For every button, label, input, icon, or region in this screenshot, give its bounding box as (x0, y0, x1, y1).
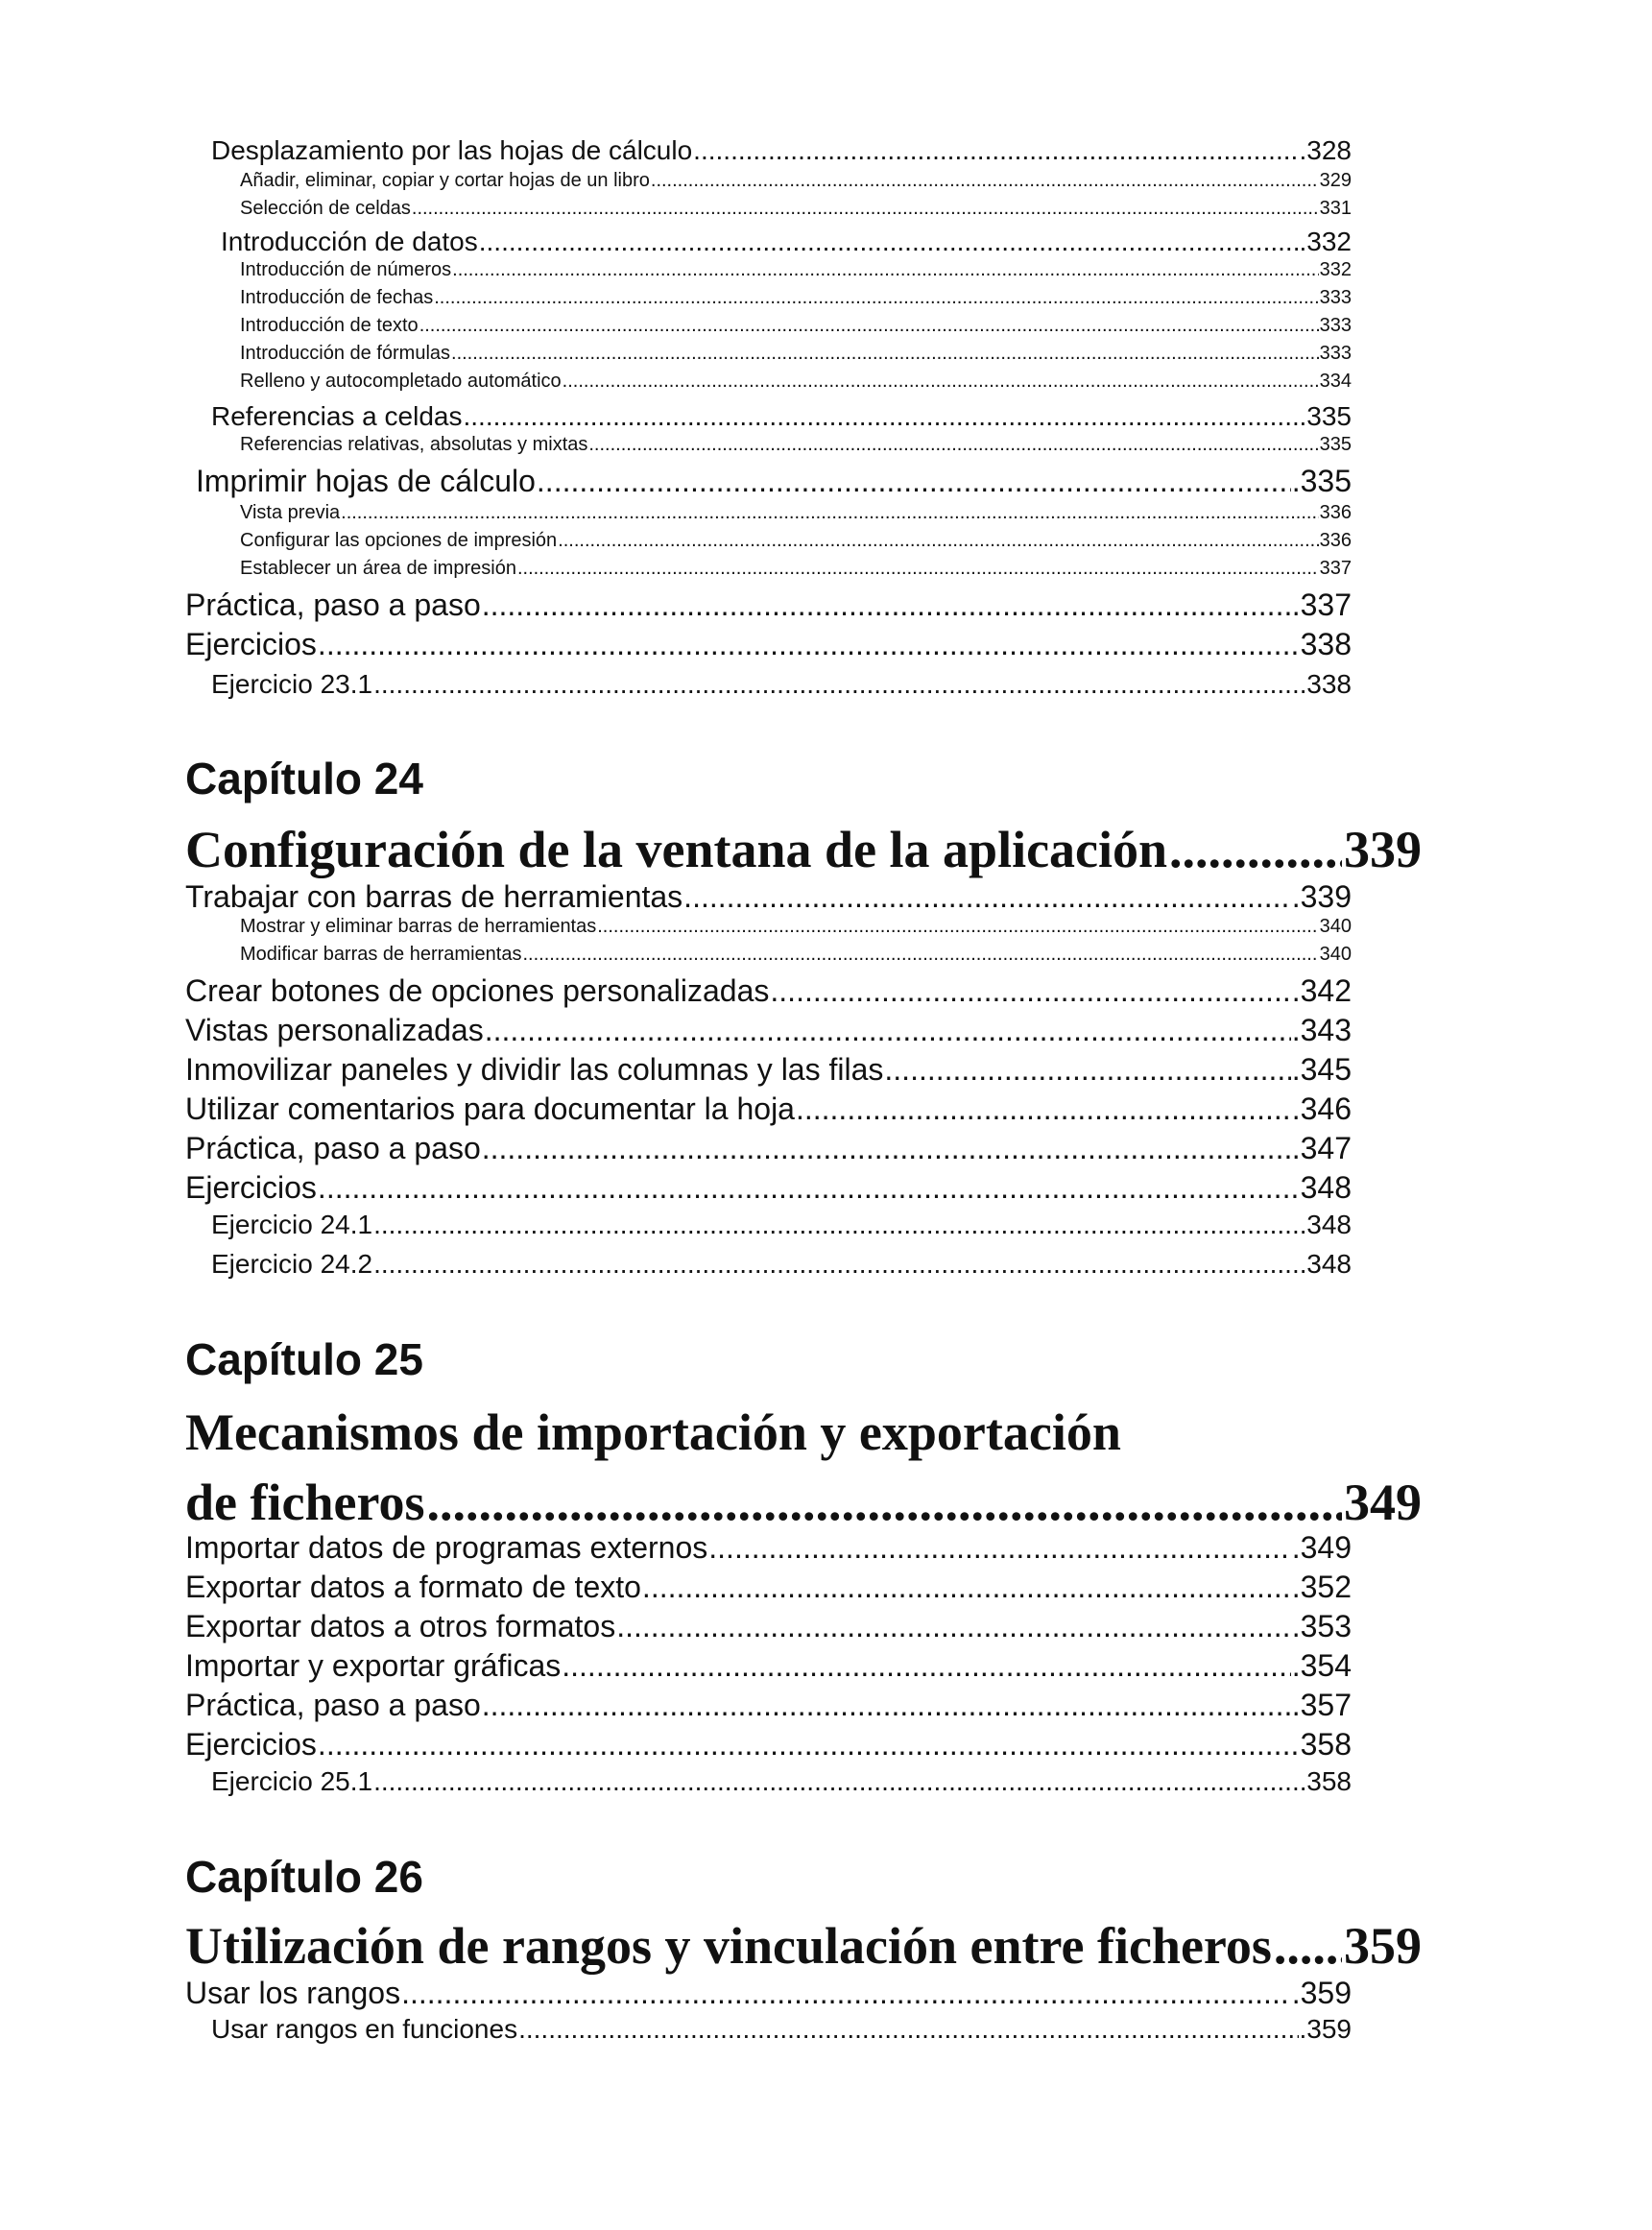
chapter-label: Capítulo 26 (185, 1852, 423, 1902)
toc-entry (185, 1093, 1352, 1124)
toc-entry (196, 466, 1352, 496)
leader-dots (373, 1768, 1305, 1795)
leader-dots (558, 531, 1318, 550)
leader-dots (597, 917, 1318, 936)
entry-page: .337 (1291, 587, 1352, 622)
toc-entry (185, 1690, 1352, 1720)
entry-page: .342 (1291, 973, 1352, 1008)
entry-title: Ejercicio 23.1 (211, 669, 373, 699)
toc-entry (185, 1172, 1352, 1203)
leader-dots (318, 1172, 1300, 1203)
toc-entry (240, 288, 1352, 307)
toc-entry (185, 629, 1352, 659)
leader-dots (588, 435, 1318, 454)
toc-entry (211, 2016, 1352, 2043)
entry-page: 331 (1319, 198, 1352, 219)
toc-entry (240, 559, 1352, 578)
chapter-page: 349 (1344, 1474, 1422, 1531)
leader-dots (616, 1611, 1291, 1642)
toc-entry (185, 589, 1352, 620)
entry-title: Referencias relativas, absolutas y mixtas (240, 434, 588, 455)
toc-entry (185, 1729, 1352, 1760)
entry-title: Introducción de texto (240, 315, 419, 336)
leader-dots (426, 1476, 1342, 1528)
entry-title: Desplazamiento por las hojas de cálculo (211, 135, 693, 165)
leader-dots (341, 503, 1318, 522)
entry-title: Exportar datos a otros formatos (185, 1609, 616, 1643)
entry-page: 332 (1319, 259, 1352, 280)
entry-title: Añadir, eliminar, copiar y cortar hojas de un libro (240, 170, 650, 191)
leader-dots (373, 1211, 1305, 1238)
chapter-title-text: Configuración de la ventana de la aplicación (185, 821, 1168, 878)
toc-entry (185, 1650, 1352, 1681)
leader-dots (419, 316, 1319, 335)
leader-dots (683, 881, 1291, 912)
entry-page: .357 (1291, 1688, 1352, 1722)
toc-entry (185, 1611, 1352, 1642)
toc-entry (240, 531, 1352, 550)
entry-page: 348 (1306, 1249, 1352, 1279)
toc-entry (211, 1768, 1352, 1795)
entry-title: Importar y exportar gráficas (185, 1648, 562, 1683)
leader-dots (482, 589, 1291, 620)
entry-page: 348 (1306, 1210, 1352, 1239)
chapter-title-line1: Mecanismos de importación y exportación (185, 1403, 1121, 1461)
leader-dots (563, 372, 1319, 391)
entry-title: Imprimir hojas de cálculo (196, 464, 536, 498)
entry-page: 336 (1319, 530, 1352, 551)
toc-entry (240, 917, 1352, 936)
entry-page: 335 (1319, 434, 1352, 455)
entry-title: Crear botones de opciones personalizadas (185, 973, 770, 1008)
chapter-title (185, 1917, 1422, 1975)
entry-page: 348 (1300, 1170, 1352, 1205)
entry-page: .347 (1291, 1131, 1352, 1165)
entry-page: .345 (1291, 1052, 1352, 1087)
entry-page: .359 (1291, 1976, 1352, 2010)
leader-dots (770, 975, 1290, 1006)
toc-entry (211, 1251, 1352, 1278)
entry-title: Introducción de datos (221, 227, 478, 256)
toc-entry (240, 435, 1352, 454)
entry-page: .352 (1291, 1570, 1352, 1604)
entry-title: Introducción de fechas (240, 287, 434, 308)
chapter-page: 339 (1344, 821, 1422, 878)
chapter-title (185, 821, 1422, 878)
entry-page: .346 (1291, 1091, 1352, 1126)
leader-dots (693, 137, 1298, 164)
entry-title: Establecer un área de impresión (240, 558, 516, 579)
entry-page: .354 (1291, 1648, 1352, 1683)
entry-title: Trabajar con barras de herramientas (185, 879, 683, 914)
leader-dots (517, 559, 1319, 578)
toc-entry (185, 1133, 1352, 1163)
entry-page: .335 (1291, 464, 1352, 498)
leader-dots (796, 1093, 1291, 1124)
entry-page: .339 (1291, 879, 1352, 914)
toc-entry (240, 503, 1352, 522)
chapter-title-text: Utilización de rangos y vinculación entre ficheros (185, 1917, 1272, 1975)
leader-dots (318, 629, 1300, 659)
leader-dots (562, 1650, 1290, 1681)
leader-dots (1274, 1920, 1342, 1972)
leader-dots (373, 1251, 1305, 1278)
entry-page: 338 (1306, 669, 1352, 699)
entry-page: 358 (1300, 1727, 1352, 1762)
chapter-title-text: de ficheros (185, 1474, 425, 1531)
leader-dots (518, 2016, 1298, 2043)
entry-page: 333 (1319, 343, 1352, 364)
chapter-label: Capítulo 25 (185, 1334, 423, 1384)
entry-title: Ejercicios (185, 1170, 317, 1205)
leader-dots (1169, 824, 1342, 875)
toc-entry (211, 137, 1352, 164)
leader-dots (485, 1015, 1291, 1045)
entry-page: 337 (1319, 558, 1352, 579)
leader-dots (434, 288, 1318, 307)
entry-title: Selección de celdas (240, 198, 411, 219)
entry-title: Ejercicio 24.1 (211, 1210, 373, 1239)
entry-title: Usar los rangos (185, 1976, 401, 2010)
entry-title: Práctica, paso a paso (185, 587, 481, 622)
entry-page: 338 (1300, 627, 1352, 661)
toc-entry (240, 260, 1352, 279)
leader-dots (401, 1978, 1291, 2008)
toc-entry (240, 171, 1352, 190)
entry-page: 329 (1319, 170, 1352, 191)
entry-page: 333 (1319, 287, 1352, 308)
toc-entry (240, 372, 1352, 391)
entry-page: .343 (1291, 1013, 1352, 1047)
toc-entry (211, 1211, 1352, 1238)
leader-dots (482, 1690, 1291, 1720)
toc-entry (185, 975, 1352, 1006)
chapter-label: Capítulo 24 (185, 754, 423, 803)
entry-title: Vista previa (240, 502, 341, 523)
entry-title: Ejercicio 24.2 (211, 1249, 373, 1279)
entry-title: Ejercicios (185, 1727, 317, 1762)
entry-title: Ejercicios (185, 627, 317, 661)
entry-title: Modificar barras de herramientas (240, 944, 522, 965)
toc-entry (240, 316, 1352, 335)
entry-page: 340 (1319, 944, 1352, 965)
entry-page: .328 (1299, 135, 1352, 165)
entry-page: 336 (1319, 502, 1352, 523)
leader-dots (651, 171, 1319, 190)
entry-page: 340 (1319, 916, 1352, 937)
entry-title: Exportar datos a formato de texto (185, 1570, 641, 1604)
entry-page: .353 (1291, 1609, 1352, 1643)
entry-page: .349 (1291, 1530, 1352, 1565)
toc-entry (185, 1054, 1352, 1085)
toc-entry (221, 228, 1352, 255)
leader-dots (522, 945, 1318, 964)
leader-dots (642, 1571, 1291, 1602)
entry-title: Referencias a celdas (211, 401, 463, 431)
leader-dots (482, 1133, 1291, 1163)
leader-dots (452, 260, 1318, 279)
toc-entry (185, 1532, 1352, 1563)
entry-title: Importar datos de programas externos (185, 1530, 708, 1565)
entry-title: Introducción de fórmulas (240, 343, 451, 364)
leader-dots (451, 344, 1319, 363)
entry-title: Mostrar y eliminar barras de herramientas (240, 916, 597, 937)
entry-title: Vistas personalizadas (185, 1013, 484, 1047)
leader-dots (884, 1054, 1290, 1085)
entry-page: .332 (1299, 227, 1352, 256)
chapter-title (185, 1474, 1422, 1531)
entry-page: 333 (1319, 315, 1352, 336)
toc-entry (185, 881, 1352, 912)
leader-dots (479, 228, 1299, 255)
leader-dots (463, 403, 1298, 430)
entry-page: 358 (1306, 1766, 1352, 1796)
toc-entry (240, 945, 1352, 964)
leader-dots (373, 671, 1305, 698)
entry-page: .335 (1299, 401, 1352, 431)
leader-dots (318, 1729, 1300, 1760)
entry-page: 334 (1319, 371, 1352, 392)
entry-page: .359 (1299, 2014, 1352, 2044)
entry-title: Introducción de números (240, 259, 452, 280)
entry-title: Utilizar comentarios para documentar la hoja (185, 1091, 795, 1126)
entry-title: Inmovilizar paneles y dividir las columnas y las filas (185, 1052, 884, 1087)
toc-entry (211, 671, 1352, 698)
entry-title: Relleno y autocompletado automático (240, 371, 562, 392)
leader-dots (708, 1532, 1290, 1563)
leader-dots (537, 466, 1291, 496)
chapter-page: 359 (1344, 1917, 1422, 1975)
toc-entry (211, 403, 1352, 430)
entry-title: Ejercicio 25.1 (211, 1766, 373, 1796)
entry-title: Práctica, paso a paso (185, 1688, 481, 1722)
toc-entry (185, 1571, 1352, 1602)
toc-entry (240, 344, 1352, 363)
leader-dots (412, 199, 1319, 218)
entry-title: Usar rangos en funciones (211, 2014, 518, 2044)
entry-title: Configurar las opciones de impresión (240, 530, 558, 551)
toc-entry (240, 199, 1352, 218)
toc-entry (185, 1978, 1352, 2008)
entry-title: Práctica, paso a paso (185, 1131, 481, 1165)
toc-entry (185, 1015, 1352, 1045)
